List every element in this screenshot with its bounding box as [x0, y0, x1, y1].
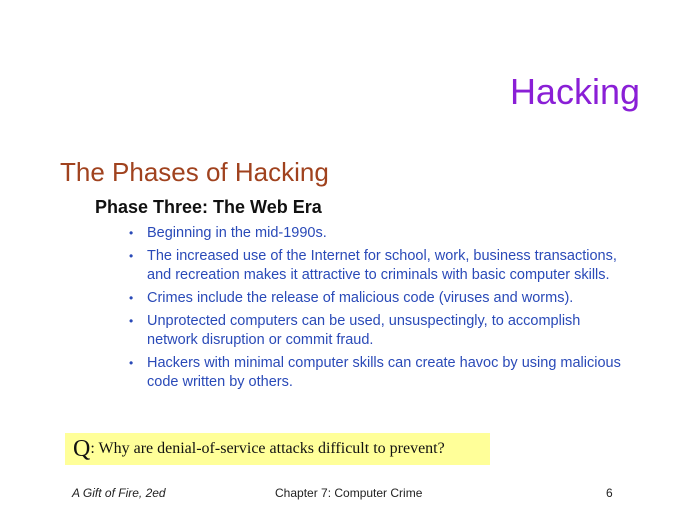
question-text: : Why are denial-of-service attacks difficult to prevent? — [90, 440, 445, 457]
footer-page-number: 6 — [606, 486, 613, 500]
question-letter: Q — [73, 436, 91, 462]
bullet-dot-icon: • — [129, 356, 134, 370]
bullet-item — [128, 247, 628, 285]
sub-heading: Phase Three: The Web Era — [95, 197, 322, 217]
bullet-text: Unprotected computers can be used, unsuspectingly, to accomplish network disruption or commit fraud. — [147, 313, 581, 348]
bullet-item — [128, 312, 628, 350]
footer-chapter: Chapter 7: Computer Crime — [275, 486, 423, 500]
bullet-text: Crimes include the release of malicious code (viruses and worms). — [147, 290, 574, 306]
section-heading: The Phases of Hacking — [60, 157, 329, 187]
bullet-dot-icon: • — [129, 291, 134, 305]
footer-book-title: A Gift of Fire, 2ed — [72, 486, 166, 500]
bullet-text: Beginning in the mid-1990s. — [147, 225, 327, 241]
bullet-text: Hackers with minimal computer skills can create havoc by using malicious code written by others. — [147, 355, 621, 390]
bullet-item — [128, 289, 628, 308]
slide-title: Hacking — [509, 71, 640, 112]
bullet-item — [128, 224, 628, 243]
bullet-list — [128, 224, 628, 396]
bullet-dot-icon: • — [129, 249, 134, 263]
bullet-dot-icon: • — [129, 314, 134, 328]
question-box — [65, 433, 490, 465]
bullet-text: The increased use of the Internet for school, work, business transactions, and recreation makes it attractive to criminals with basic computer skills. — [147, 248, 617, 283]
bullet-dot-icon: • — [129, 226, 134, 240]
bullet-item — [128, 354, 628, 392]
